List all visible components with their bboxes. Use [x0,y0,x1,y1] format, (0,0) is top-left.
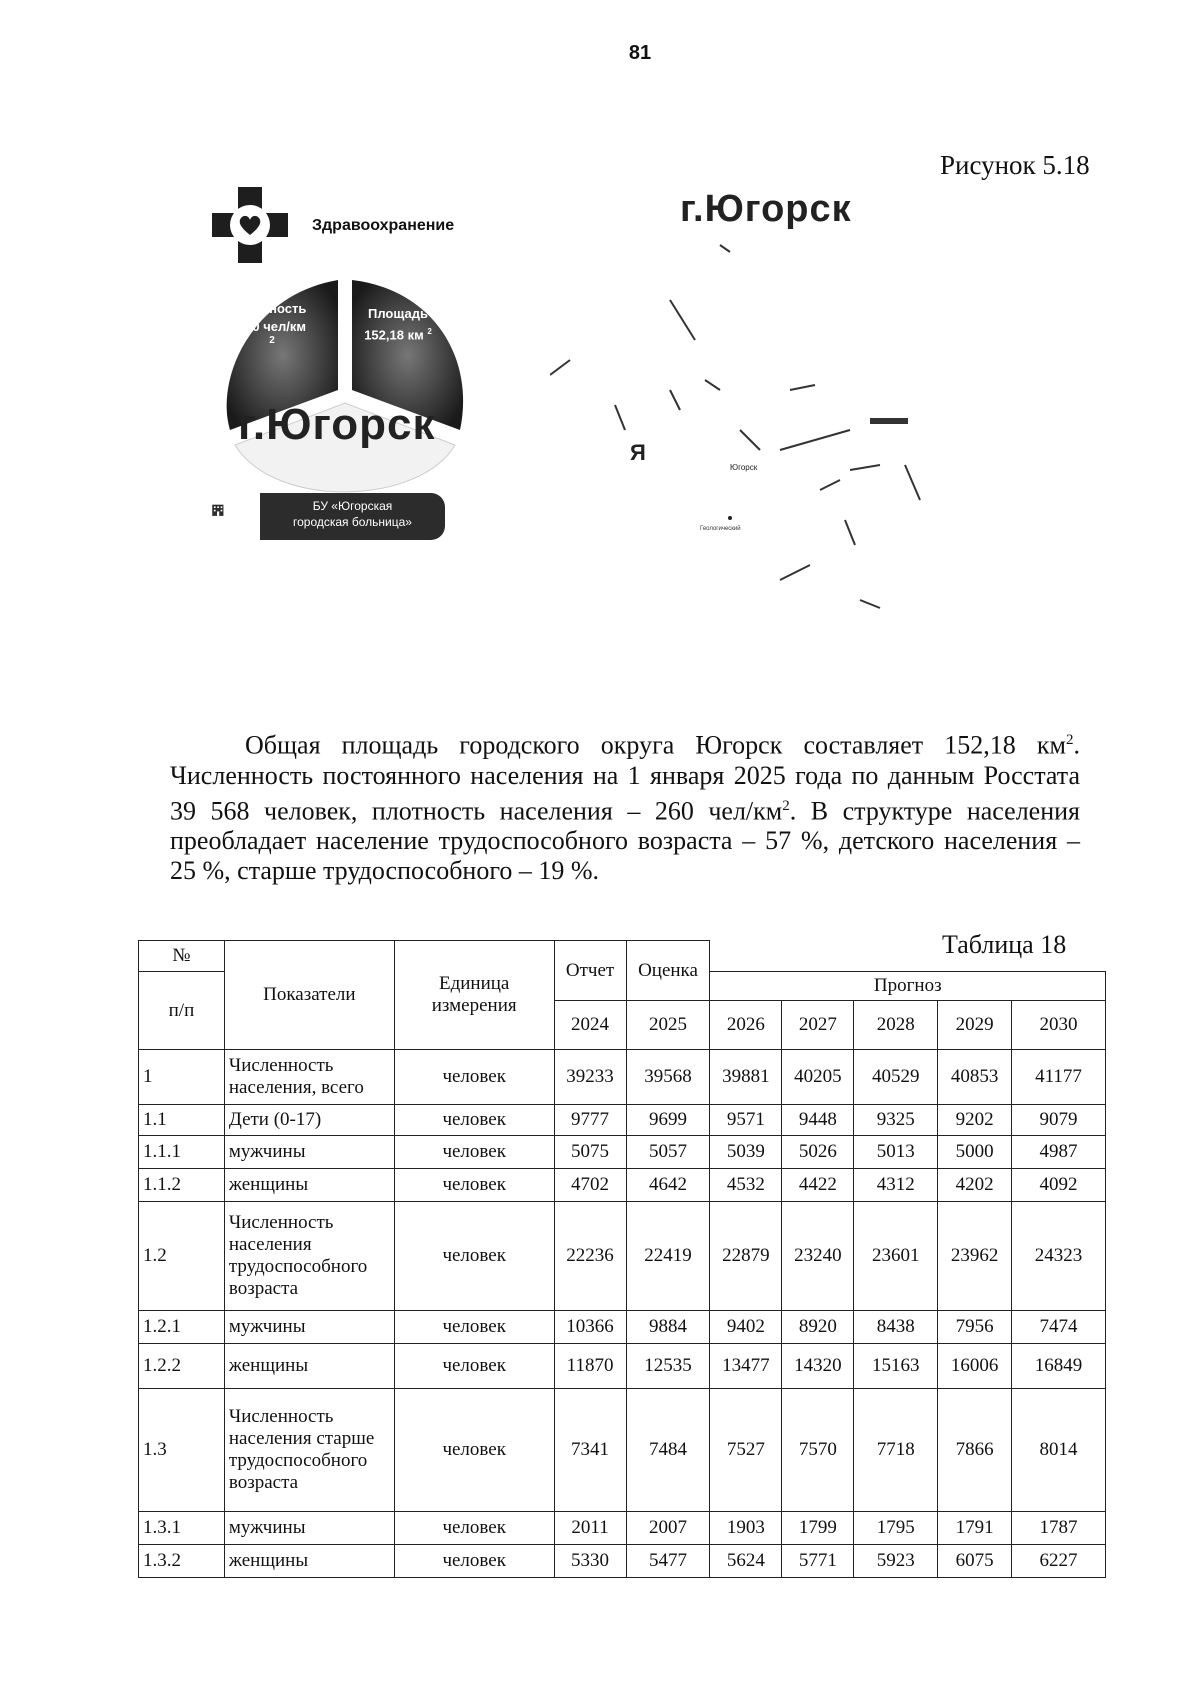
table-row [139,1169,1106,1202]
row-value: 5624 [710,1545,782,1578]
row-unit: человек [394,1344,554,1389]
row-value: 22419 [626,1202,710,1311]
row-number: 1.1.2 [139,1169,225,1202]
row-value: 7718 [854,1389,938,1512]
row-unit: человек [394,1512,554,1545]
infographic-city-name: г.Югорск [238,400,436,449]
row-indicator: женщины [224,1545,394,1578]
row-unit: человек [394,1169,554,1202]
row-value: 8438 [854,1311,938,1344]
density-sup: 2 [269,335,275,346]
row-value: 15163 [854,1344,938,1389]
row-value: 6227 [1012,1545,1106,1578]
row-indicator: мужчины [224,1512,394,1545]
population-table [138,940,1106,1578]
row-value: 1903 [710,1512,782,1545]
density-value: 260 чел/км [237,319,307,334]
row-value: 7956 [938,1311,1012,1344]
header-report: Отчет [554,941,626,1001]
row-value: 9079 [1012,1105,1106,1136]
map-marker-icon: Я [630,440,646,465]
row-number: 1.3 [139,1389,225,1512]
row-number: 1.1 [139,1105,225,1136]
row-unit: человек [394,1136,554,1169]
header-num-top: № [139,941,225,972]
density-info [226,300,318,346]
row-number: 1 [139,1050,225,1105]
row-value: 5013 [854,1136,938,1169]
header-year: 2028 [854,1001,938,1050]
header-num-bottom: п/п [139,972,225,1050]
area-label: Площадь [368,306,428,321]
row-value: 4642 [626,1169,710,1202]
header-year: 2027 [782,1001,854,1050]
map-place-label: Геологический [700,526,741,532]
area-info [348,305,448,344]
row-number: 1.1.1 [139,1136,225,1169]
row-value: 9402 [710,1311,782,1344]
row-unit: человек [394,1545,554,1578]
row-value: 5075 [554,1136,626,1169]
row-unit: человек [394,1389,554,1512]
row-value: 7527 [710,1389,782,1512]
row-indicator: Численность населения, всего [224,1050,394,1105]
row-value: 4092 [1012,1169,1106,1202]
row-value: 4202 [938,1169,1012,1202]
row-value: 5923 [854,1545,938,1578]
row-value: 5057 [626,1136,710,1169]
header-year: 2026 [710,1001,782,1050]
header-year: 2025 [626,1001,710,1050]
row-value: 12535 [626,1344,710,1389]
row-value: 40205 [782,1050,854,1105]
row-value: 1791 [938,1512,1012,1545]
row-value: 4532 [710,1169,782,1202]
row-value: 4422 [782,1169,854,1202]
row-value: 9571 [710,1105,782,1136]
row-indicator: мужчины [224,1311,394,1344]
row-value: 5039 [710,1136,782,1169]
row-value: 7866 [938,1389,1012,1512]
row-value: 14320 [782,1344,854,1389]
row-indicator: женщины [224,1344,394,1389]
row-value: 23962 [938,1202,1012,1311]
table-row [139,1545,1106,1578]
row-value: 8920 [782,1311,854,1344]
table-caption: Таблица 18 [942,930,1067,959]
row-value: 5000 [938,1136,1012,1169]
infographic [190,175,490,535]
row-value: 5330 [554,1545,626,1578]
table-header-row-1 [139,941,1106,972]
row-unit: человек [394,1105,554,1136]
row-number: 1.3.2 [139,1545,225,1578]
row-number: 1.3.1 [139,1512,225,1545]
row-value: 8014 [1012,1389,1106,1512]
row-value: 40529 [854,1050,938,1105]
row-value: 2007 [626,1512,710,1545]
row-value: 41177 [1012,1050,1106,1105]
row-value: 9884 [626,1311,710,1344]
row-value: 9699 [626,1105,710,1136]
map-title: г.Югорск [680,188,852,230]
row-value: 1799 [782,1512,854,1545]
row-value: 22879 [710,1202,782,1311]
row-unit: человек [394,1202,554,1311]
row-number: 1.2.1 [139,1311,225,1344]
row-value: 10366 [554,1311,626,1344]
header-estimate: Оценка [626,941,710,1001]
figure-caption: Рисунок 5.18 [940,150,1090,180]
health-label: Здравоохранение [312,217,455,234]
row-value: 7341 [554,1389,626,1512]
header-indicator: Показатели [224,941,394,1050]
row-value: 7474 [1012,1311,1106,1344]
row-value: 23240 [782,1202,854,1311]
header-year: 2030 [1012,1001,1106,1050]
row-value: 39233 [554,1050,626,1105]
row-value: 16006 [938,1344,1012,1389]
row-value: 7484 [626,1389,710,1512]
row-indicator: женщины [224,1169,394,1202]
hospital-line2: городская больница» [293,515,412,529]
row-value: 5771 [782,1545,854,1578]
row-indicator: мужчины [224,1136,394,1169]
table-row [139,1105,1106,1136]
table-row [139,1512,1106,1545]
row-value: 4987 [1012,1136,1106,1169]
row-value: 16849 [1012,1344,1106,1389]
row-number: 1.2 [139,1202,225,1311]
row-value: 13477 [710,1344,782,1389]
area-value: 152,18 км $^2$ [364,327,432,343]
row-value: 22236 [554,1202,626,1311]
header-year: 2029 [938,1001,1012,1050]
medical-cross-heart-icon [210,185,290,265]
row-indicator: Дети (0-17) [224,1105,394,1136]
row-value: 5477 [626,1545,710,1578]
header-forecast: Прогноз [710,972,1106,1001]
hospital-banner [260,493,445,540]
row-value: 9202 [938,1105,1012,1136]
row-value: 5026 [782,1136,854,1169]
row-value: 11870 [554,1344,626,1389]
page-number: 81 [628,42,652,64]
row-value: 6075 [938,1545,1012,1578]
row-unit: человек [394,1311,554,1344]
row-value: 9448 [782,1105,854,1136]
row-value: 39881 [710,1050,782,1105]
table-row [139,1311,1106,1344]
map-center-label: Югорск [730,463,758,472]
density-label: Плотность [237,301,307,316]
row-value: 40853 [938,1050,1012,1105]
body-paragraph: Общая площадь городского округа Югорск составляет 152,18 $км^2$. Численность постоянного населения на 1 января 2025 года по данным Росстата 39 568 человек, плотность населения – 260 чел/$км^2$. В структуре населения преобладает население трудоспособного возраста – 57 %, детского населения – 25 %, старше трудоспособного – 19 %. [170,730,1080,886]
row-unit: человек [394,1050,554,1105]
row-value: 23601 [854,1202,938,1311]
row-value: 7570 [782,1389,854,1512]
header-year: 2024 [554,1001,626,1050]
row-value: 9325 [854,1105,938,1136]
city-map [550,240,990,640]
table-row [139,1389,1106,1512]
row-value: 2011 [554,1512,626,1545]
header-unit: Единица измерения [394,941,554,1050]
table-row [139,1136,1106,1169]
table-row [139,1050,1106,1105]
row-number: 1.2.2 [139,1344,225,1389]
row-value: 24323 [1012,1202,1106,1311]
row-value: 39568 [626,1050,710,1105]
row-value: 4702 [554,1169,626,1202]
table-row [139,1202,1106,1311]
row-value: 4312 [854,1169,938,1202]
row-value: 1795 [854,1512,938,1545]
row-indicator: Численность населения трудоспособного возраста [224,1202,394,1311]
row-indicator: Численность населения старше трудоспособного возраста [224,1389,394,1512]
table-row [139,1344,1106,1389]
row-value: 1787 [1012,1512,1106,1545]
row-value: 9777 [554,1105,626,1136]
hospital-line1: БУ «Югорская [312,499,393,513]
